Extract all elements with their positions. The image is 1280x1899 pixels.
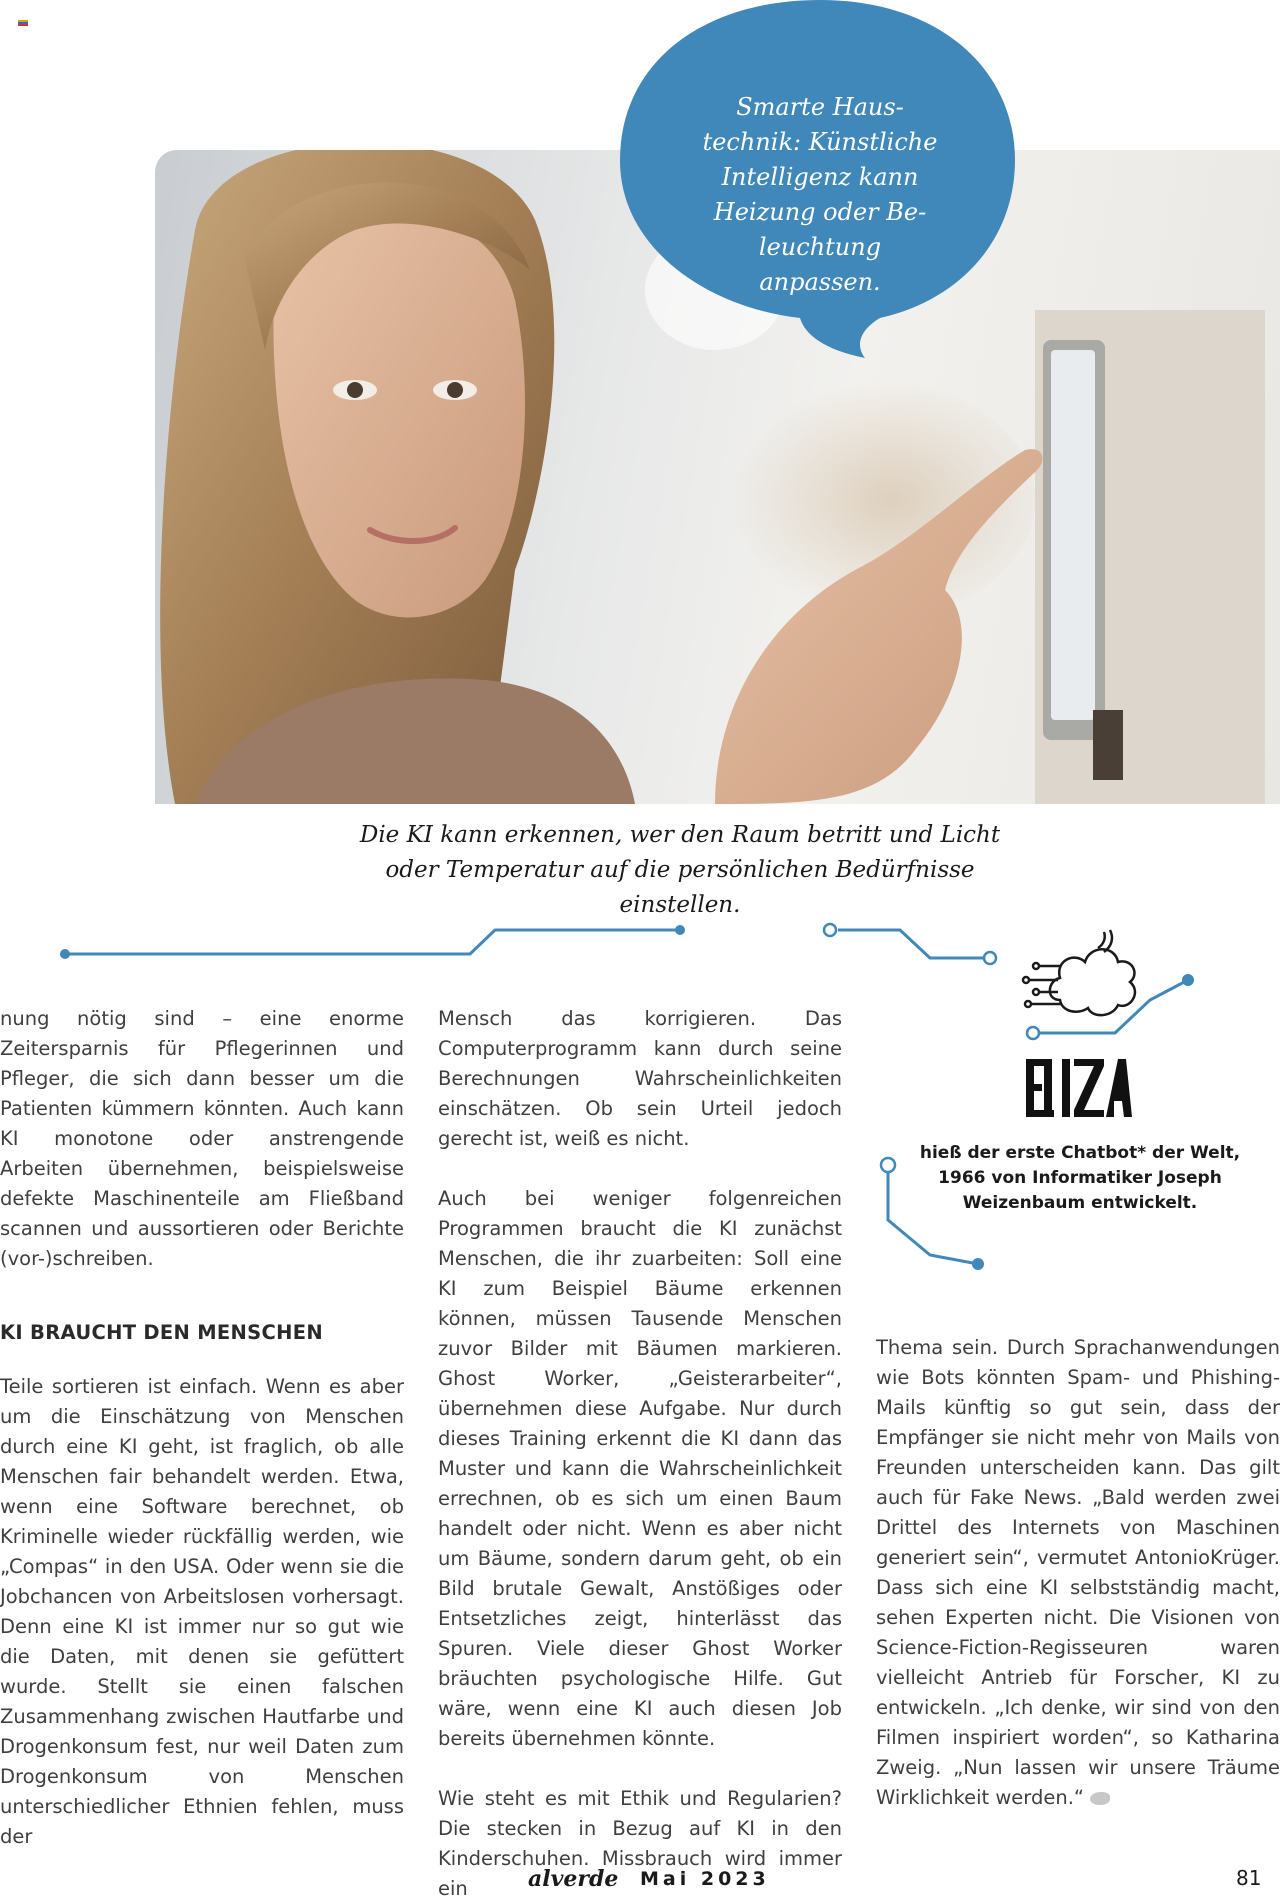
circuit-node-open <box>881 1158 895 1172</box>
column-3 <box>876 1333 1280 1843</box>
bubble-text: Smarte Haustechnik: Künstliche Intelligenz kann Heizung oder Beleuchtung anpassen. <box>702 93 938 296</box>
col3-text: Thema sein. Durch Sprachanwendungen wie Bots könnten Spam- und Phishing-Mails künftig so gut sein, dass der Empfänger sie nicht mehr von Mails von Freunden unterscheiden kann. Das gilt auch für Fake News. „Bald werden zwei Drittel des Internets von Maschinen generiert sein“, vermutet AntonioKrüger. Dass sich eine KI selbstständig macht, sehen Experten nicht. Die Visionen von Science-Fiction-Regisseuren waren vielleicht Antrieb für Forscher, KI zu entwickeln. „Ich denke, wir sind von den Filmen inspiriert worden“, so Katharina Zweig. „Nun lassen wir unsere Träume Wirklichkeit werden.“ <box>876 1336 1280 1809</box>
color-marker <box>18 20 28 26</box>
circuit-line-mid <box>838 930 985 958</box>
circuit-node-open <box>1027 1027 1039 1039</box>
magazine-logo: alverde <box>528 1866 619 1892</box>
caption-line-2: oder Temperatur auf die persönlichen Bedürfnisse einstellen. <box>385 857 975 918</box>
column-1 <box>0 1004 404 1882</box>
eliza-logo <box>1022 1055 1132 1121</box>
eliza-text: hieß der erste Chatbot* der Welt, 1966 von Informatiker Joseph Weizenbaum entwickelt. <box>919 1143 1241 1213</box>
article-end-icon <box>1090 1792 1110 1805</box>
col1-paragraph-2: Teile sortieren ist einfach. Wenn es aber um die Einschätzung von Menschen durch eine KI geht, ist fraglich, ob alle Menschen fair behandelt werden. Etwa, wenn eine Software berechnet, ob Kriminelle wieder rückfällig werden, wie „Compas“ in den USA. Oder wenn sie die Jobchancen von Arbeitslosen vorhersagt. Denn eine KI ist immer nur so gut wie die Daten, mit denen sie gefüttert wurde. Stellt sie einen falschen Zusammenhang zwischen Hautfarbe und Drogenkonsum fest, nur weil Daten zum Drogenkonsum von Menschen unterschiedlicher Ethnien fehlen, muss der <box>0 1375 404 1848</box>
col1-paragraph-1: nung nötig sind – eine enorme Zeitersparnis für Pflegerinnen und Pfleger, die sich dann besser um die Patienten kümmern könnten. Auch kann KI monotone oder anstrengende Arbeiten übernehmen, beispielsweise defekte Maschinenteile am Fließband scannen und aussortieren oder Berichte (vor-)schreiben. <box>0 1007 404 1270</box>
circuit-node <box>972 1258 984 1270</box>
circuit-node <box>60 949 70 959</box>
circuit-node-open <box>824 924 836 936</box>
col2-paragraph-1: Mensch das korrigieren. Das Computerprogramm kann durch seine Berechnungen Wahrscheinlichkeiten einschätzen. Ob sein Urteil jedoch gerecht ist, weiß es nicht. <box>438 1007 842 1150</box>
ai-cloud-icon <box>1023 930 1135 1015</box>
issue-date: Mai 2023 <box>640 1868 770 1890</box>
speech-bubble <box>620 0 1015 358</box>
page-number: 81 <box>1236 1866 1262 1890</box>
col2-paragraph-3: Wie steht es mit Ethik und Regularien? Die stecken in Bezug auf KI in den Kinderschuhen. Missbrauch wird immer ein <box>438 1787 842 1899</box>
caption-line-1: Die KI kann erkennen, wer den Raum betritt und Licht <box>359 822 1001 848</box>
col2-paragraph-2: Auch bei weniger folgenreichen Programmen braucht die KI zunächst Menschen, die ihr zuarbeiten: Soll eine KI zum Beispiel Bäume erkennen können, müssen Tausende Menschen zuvor Bilder mit Bäumen markieren. Ghost Worker, „Geisterarbeiter“, übernehmen diese Aufgabe. Nur durch dieses Training erkennt die KI dann das Muster und kann die Wahrscheinlichkeit errechnen, ob es sich um einen Baum handelt oder nicht. Wenn es aber nicht um Bäume, sondern darum geht, ob ein Bild brutale Gewalt, Anstößiges oder Entsetzliches zeigt, hinterlässt das Spuren. Viele dieser Ghost Worker bräuchten psychologische Hilfe. Gut wäre, wenn eine KI auch diesen Job bereits übernehmen könnte. <box>438 1187 842 1750</box>
col3-paragraph-1 <box>876 1333 1280 1813</box>
circuit-line-left <box>65 930 680 954</box>
circuit-node <box>1182 974 1194 986</box>
column-2 <box>438 1004 842 1899</box>
circuit-node-open <box>984 952 996 964</box>
section-heading: KI BRAUCHT DEN MENSCHEN <box>0 1321 323 1344</box>
circuit-node <box>675 925 685 935</box>
